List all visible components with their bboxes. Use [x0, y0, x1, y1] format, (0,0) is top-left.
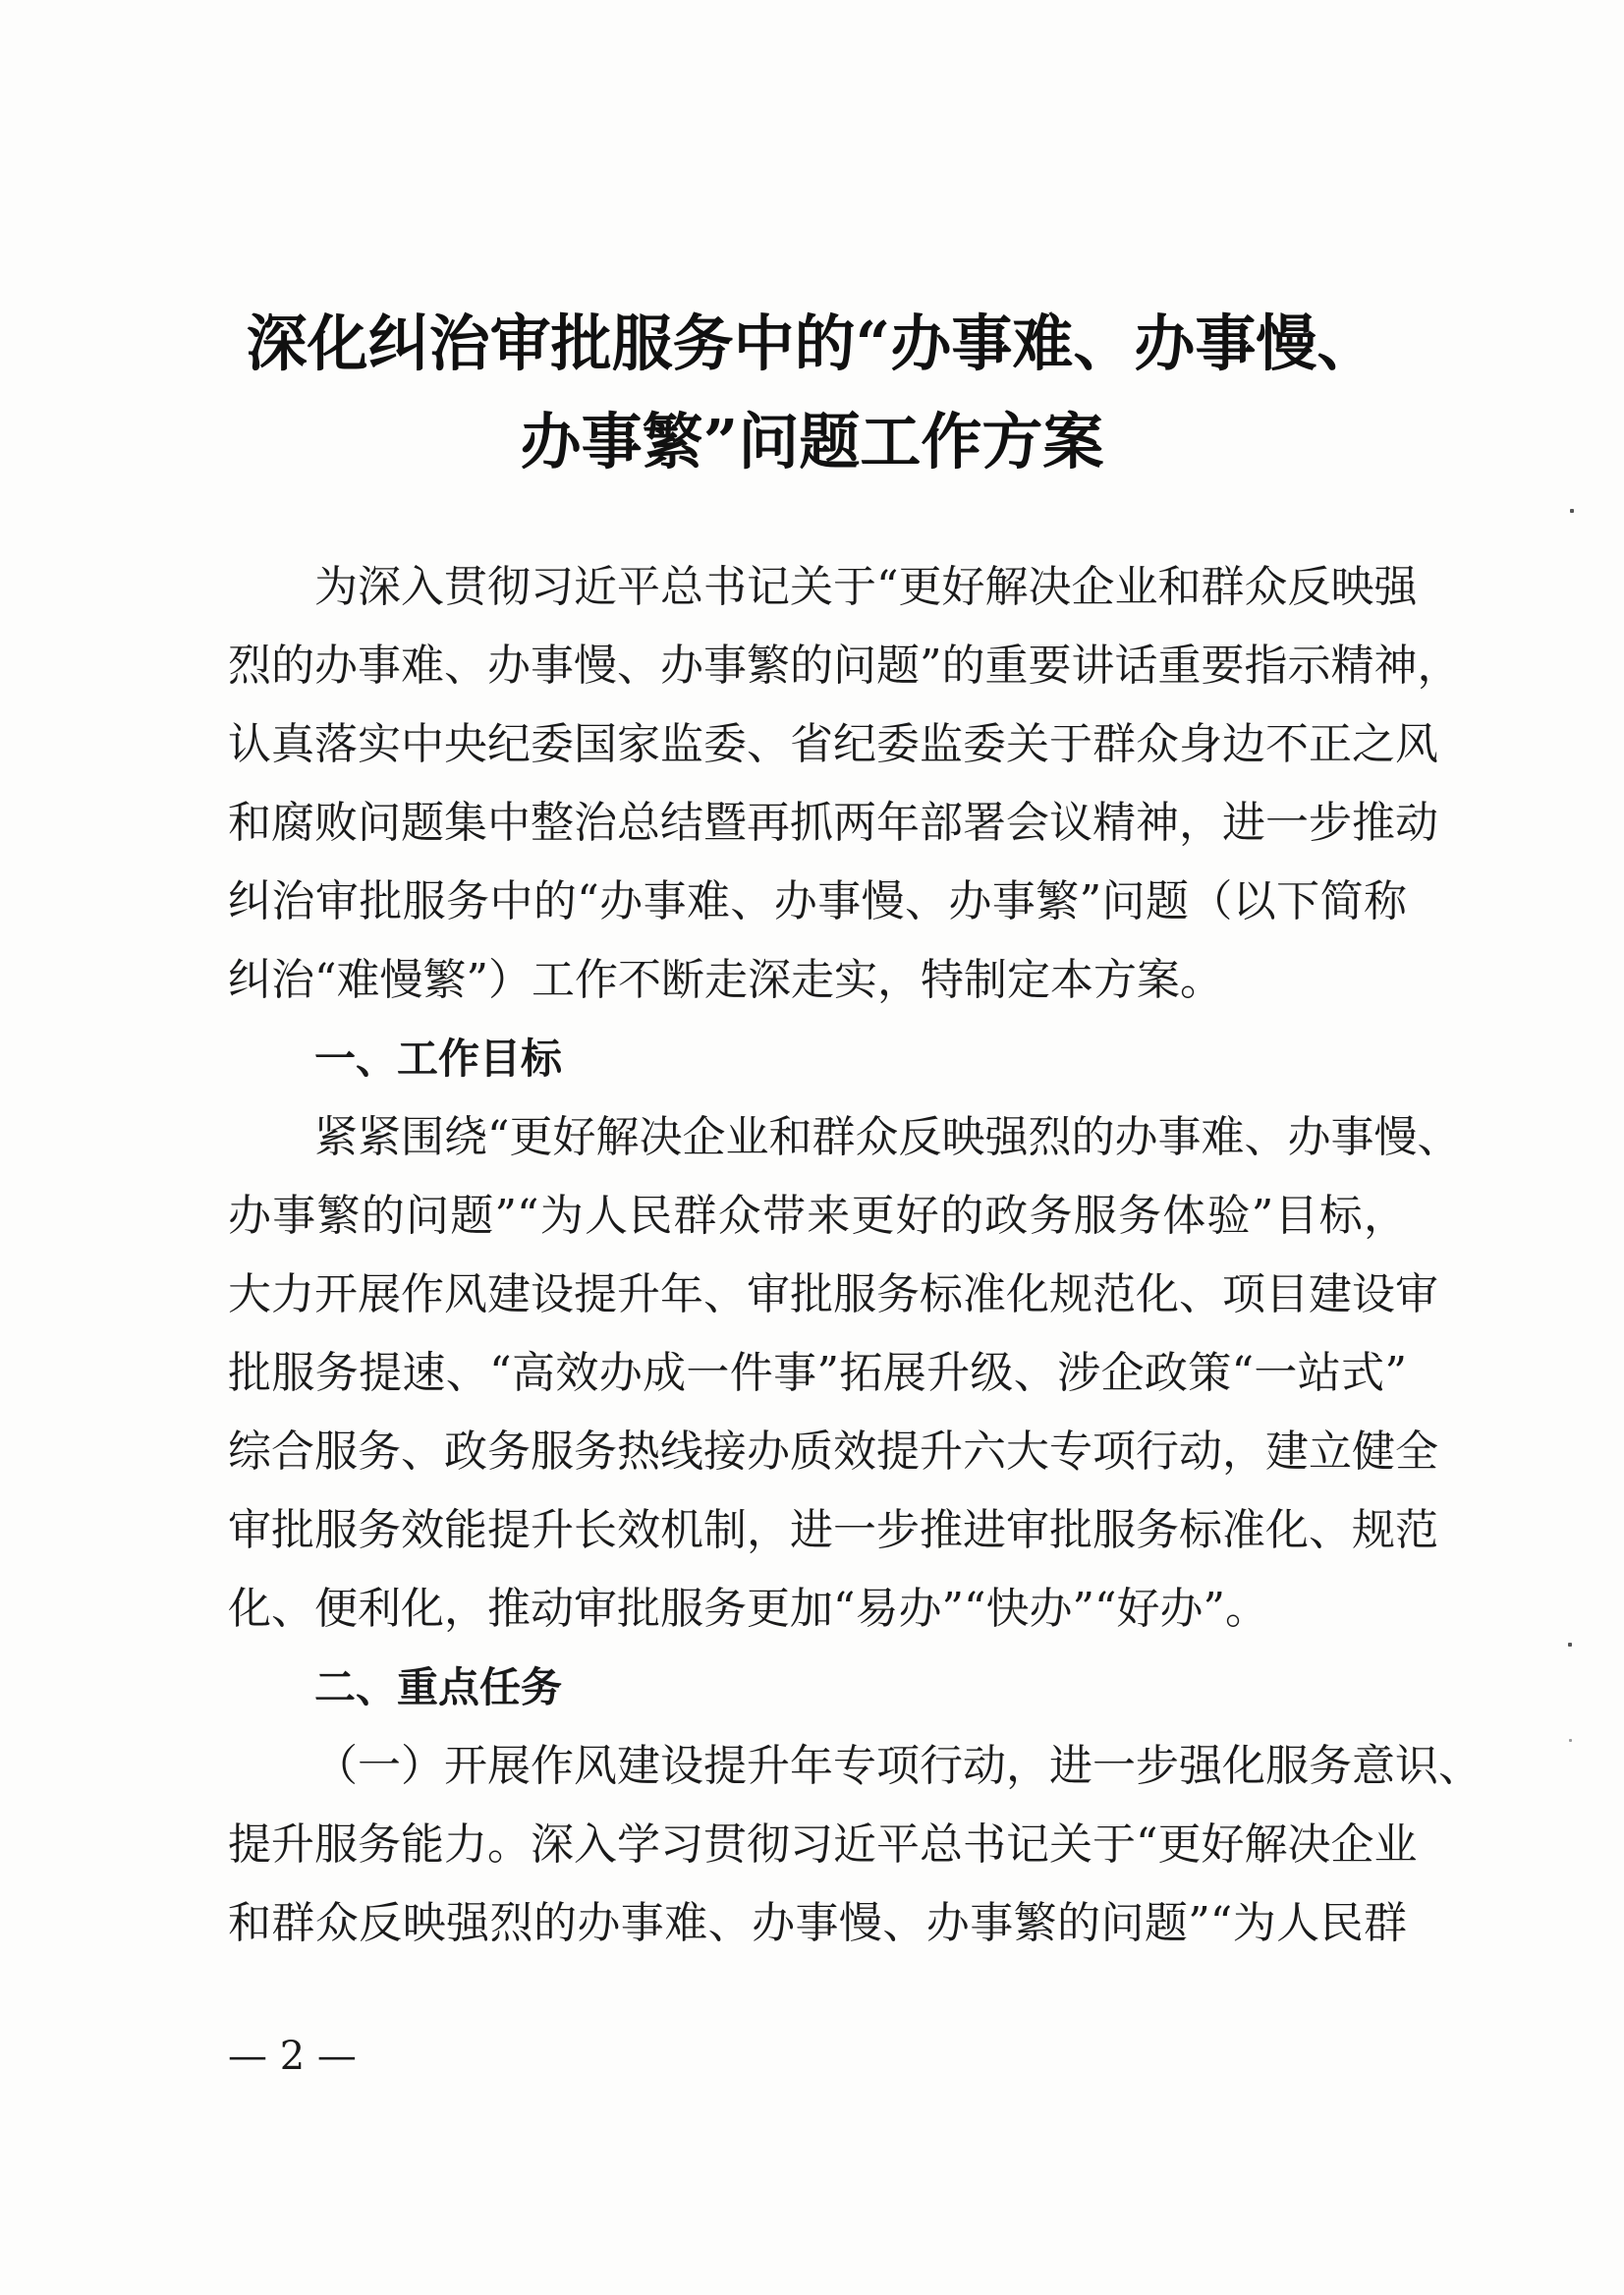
- title-line-2: 办事繁”问题工作方案: [520, 406, 1104, 477]
- body-line: 烈的办事难、办事慢、办事繁的问题”的重要讲话重要指示精神，: [228, 641, 1461, 691]
- scan-speck: [1568, 1643, 1572, 1647]
- body-line: 审批服务效能提升长效机制，进一步推进审批服务标准化、规范: [228, 1505, 1438, 1555]
- body-line: 大力开展作风建设提升年、审批服务标准化规范化、项目建设审: [228, 1269, 1438, 1319]
- body-line: 综合服务、政务服务热线接办质效提升六大专项行动，建立健全: [228, 1427, 1438, 1477]
- scan-speck: [1569, 1739, 1572, 1742]
- section-heading: 一、工作目标: [314, 1035, 563, 1083]
- title-line-1: 深化纠治审批服务中的“办事难、办事慢、: [246, 308, 1378, 379]
- page-number: — 2 —: [228, 2034, 357, 2079]
- body-line: 和腐败问题集中整治总结暨再抓两年部署会议精神，进一步推动: [228, 798, 1438, 848]
- body-line: 纠治审批服务中的“办事难、办事慢、办事繁”问题（以下简称: [228, 876, 1407, 926]
- scan-speck: [1570, 509, 1574, 513]
- body-line: 批服务提速、“高效办成一件事”拓展升级、涉企政策“一站式”: [228, 1348, 1407, 1398]
- body-line: 认真落实中央纪委国家监委、省纪委监委关于群众身边不正之风: [228, 719, 1438, 769]
- body-line: 提升服务能力。深入学习贯彻习近平总书记关于“更好解决企业: [228, 1819, 1418, 1870]
- body-line: 化、便利化，推动审批服务更加“易办”“快办”“好办”。: [228, 1584, 1268, 1634]
- body-line: （一）开展作风建设提升年专项行动，进一步强化服务意识、: [314, 1741, 1482, 1791]
- body-line: 和群众反映强烈的办事难、办事慢、办事繁的问题”“为人民群: [228, 1898, 1407, 1948]
- body-line: 紧紧围绕“更好解决企业和群众反映强烈的办事难、办事慢、: [314, 1112, 1461, 1162]
- body-line: 办事繁的问题”“为人民群众带来更好的政务服务体验”目标，: [228, 1191, 1407, 1241]
- document-body: [228, 548, 1482, 1963]
- body-line: 为深入贯彻习近平总书记关于“更好解决企业和群众反映强: [314, 562, 1418, 612]
- document-title: [177, 295, 1447, 491]
- body-line: 纠治“难慢繁”）工作不断走深走实，特制定本方案。: [228, 955, 1223, 1005]
- section-heading: 二、重点任务: [314, 1663, 563, 1711]
